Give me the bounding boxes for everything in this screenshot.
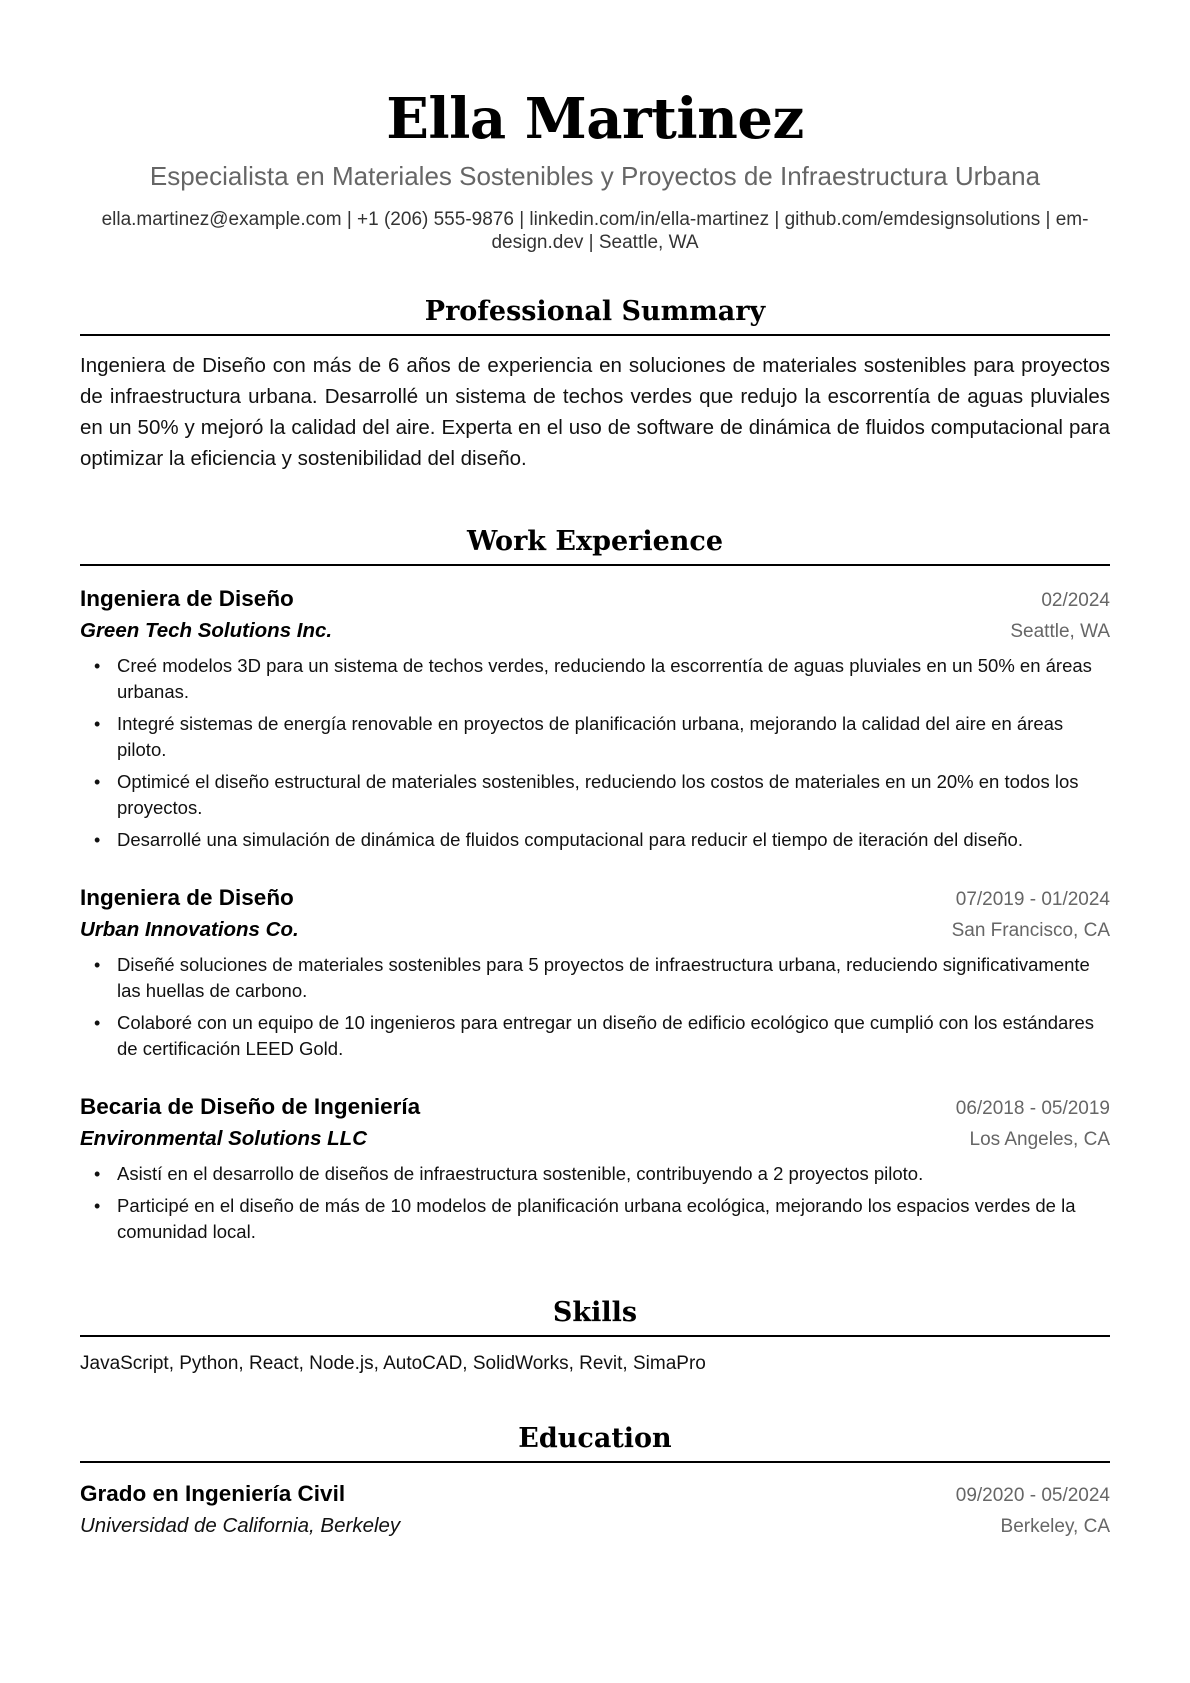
job-date: 06/2018 - 05/2019 — [955, 1098, 1110, 1119]
job-date: 02/2024 — [1041, 590, 1110, 611]
job-bullet: • Desarrollé una simulación de dinámica de fluidos computacional para reducir el tiempo de iteración del diseño. — [94, 827, 1110, 853]
skills-list: JavaScript, Python, React, Node.js, AutoCAD, SolidWorks, Revit, SimaPro — [80, 1353, 706, 1374]
job-entry — [80, 584, 1110, 853]
job-bullet: • Optimicé el diseño estructural de materiales sostenibles, reduciendo los costos de materiales en un 20% en todos los proyectos. — [94, 769, 1110, 821]
education-heading: Education — [80, 1421, 1110, 1463]
job-date: 07/2019 - 01/2024 — [955, 889, 1110, 910]
job-bullet: • Participé en el diseño de más de 10 modelos de planificación urbana ecológica, mejorando los espacios verdes de la comunidad local. — [94, 1193, 1110, 1245]
education-location: Berkeley, CA — [1000, 1516, 1110, 1537]
skills-heading: Skills — [80, 1295, 1110, 1337]
job-bullet-list — [80, 653, 1110, 853]
summary-heading: Professional Summary — [80, 294, 1110, 336]
summary-text: Ingeniera de Diseño con más de 6 años de experiencia en soluciones de materiales sostenibles para proyectos de infraestructura urbana. Desarrollé un sistema de techos verdes que redujo la escorrentía de aguas pluviales en un 50% y mejoró la calidad del aire. Experta en el uso de software de dinámica de fluidos computacional para optimizar la eficiencia y sostenibilidad del diseño. — [80, 354, 1110, 470]
degree-title: Grado en Ingeniería Civil — [80, 1481, 346, 1506]
contact-info: ella.martinez@example.com | +1 (206) 555-9876 | linkedin.com/in/ella-martinez | github.com/emdesignsolutions | em-design.dev | Seattle, WA — [101, 209, 1089, 253]
job-bullet: • Integré sistemas de energía renovable en proyectos de planificación urbana, mejorando la calidad del aire en áreas piloto. — [94, 711, 1110, 763]
job-location: Los Angeles, CA — [969, 1129, 1110, 1150]
work-experience-heading: Work Experience — [80, 524, 1110, 566]
skills-section — [80, 1295, 1110, 1377]
job-entry — [80, 883, 1110, 1062]
job-bullet-list — [80, 952, 1110, 1062]
job-bullet-list — [80, 1161, 1110, 1245]
job-title: Becaria de Diseño de Ingeniería — [80, 1094, 421, 1119]
company-name: Environmental Solutions LLC — [80, 1127, 368, 1150]
job-bullet: • Colaboré con un equipo de 10 ingenieros para entregar un diseño de edificio ecológico que cumplió con los estándares de certificación LEED Gold. — [94, 1010, 1110, 1062]
resume-header — [80, 0, 1110, 254]
job-title: Ingeniera de Diseño — [80, 885, 294, 910]
job-bullet: • Diseñé soluciones de materiales sostenibles para 5 proyectos de infraestructura urbana, reduciendo significativamente las huellas de carbono. — [94, 952, 1110, 1004]
education-entry — [80, 1479, 1110, 1542]
summary-section — [80, 294, 1110, 474]
company-name: Green Tech Solutions Inc. — [80, 619, 333, 642]
candidate-headline: Especialista en Materiales Sostenibles y Proyectos de Infraestructura Urbana — [149, 161, 1041, 191]
job-entry — [80, 1092, 1110, 1245]
job-location: Seattle, WA — [1010, 621, 1110, 642]
school-name: Universidad de California, Berkeley — [80, 1514, 401, 1537]
candidate-name: Ella Martinez — [386, 86, 804, 152]
company-name: Urban Innovations Co. — [80, 918, 299, 941]
education-date: 09/2020 - 05/2024 — [955, 1485, 1110, 1506]
job-location: San Francisco, CA — [951, 920, 1110, 941]
job-bullet: • Asistí en el desarrollo de diseños de infraestructura sostenible, contribuyendo a 2 proyectos piloto. — [94, 1161, 1110, 1187]
job-title: Ingeniera de Diseño — [80, 586, 294, 611]
work-experience-section — [80, 524, 1110, 1245]
education-section — [80, 1421, 1110, 1542]
job-bullet: • Creé modelos 3D para un sistema de techos verdes, reduciendo la escorrentía de aguas pluviales en un 50% en áreas urbanas. — [94, 653, 1110, 705]
